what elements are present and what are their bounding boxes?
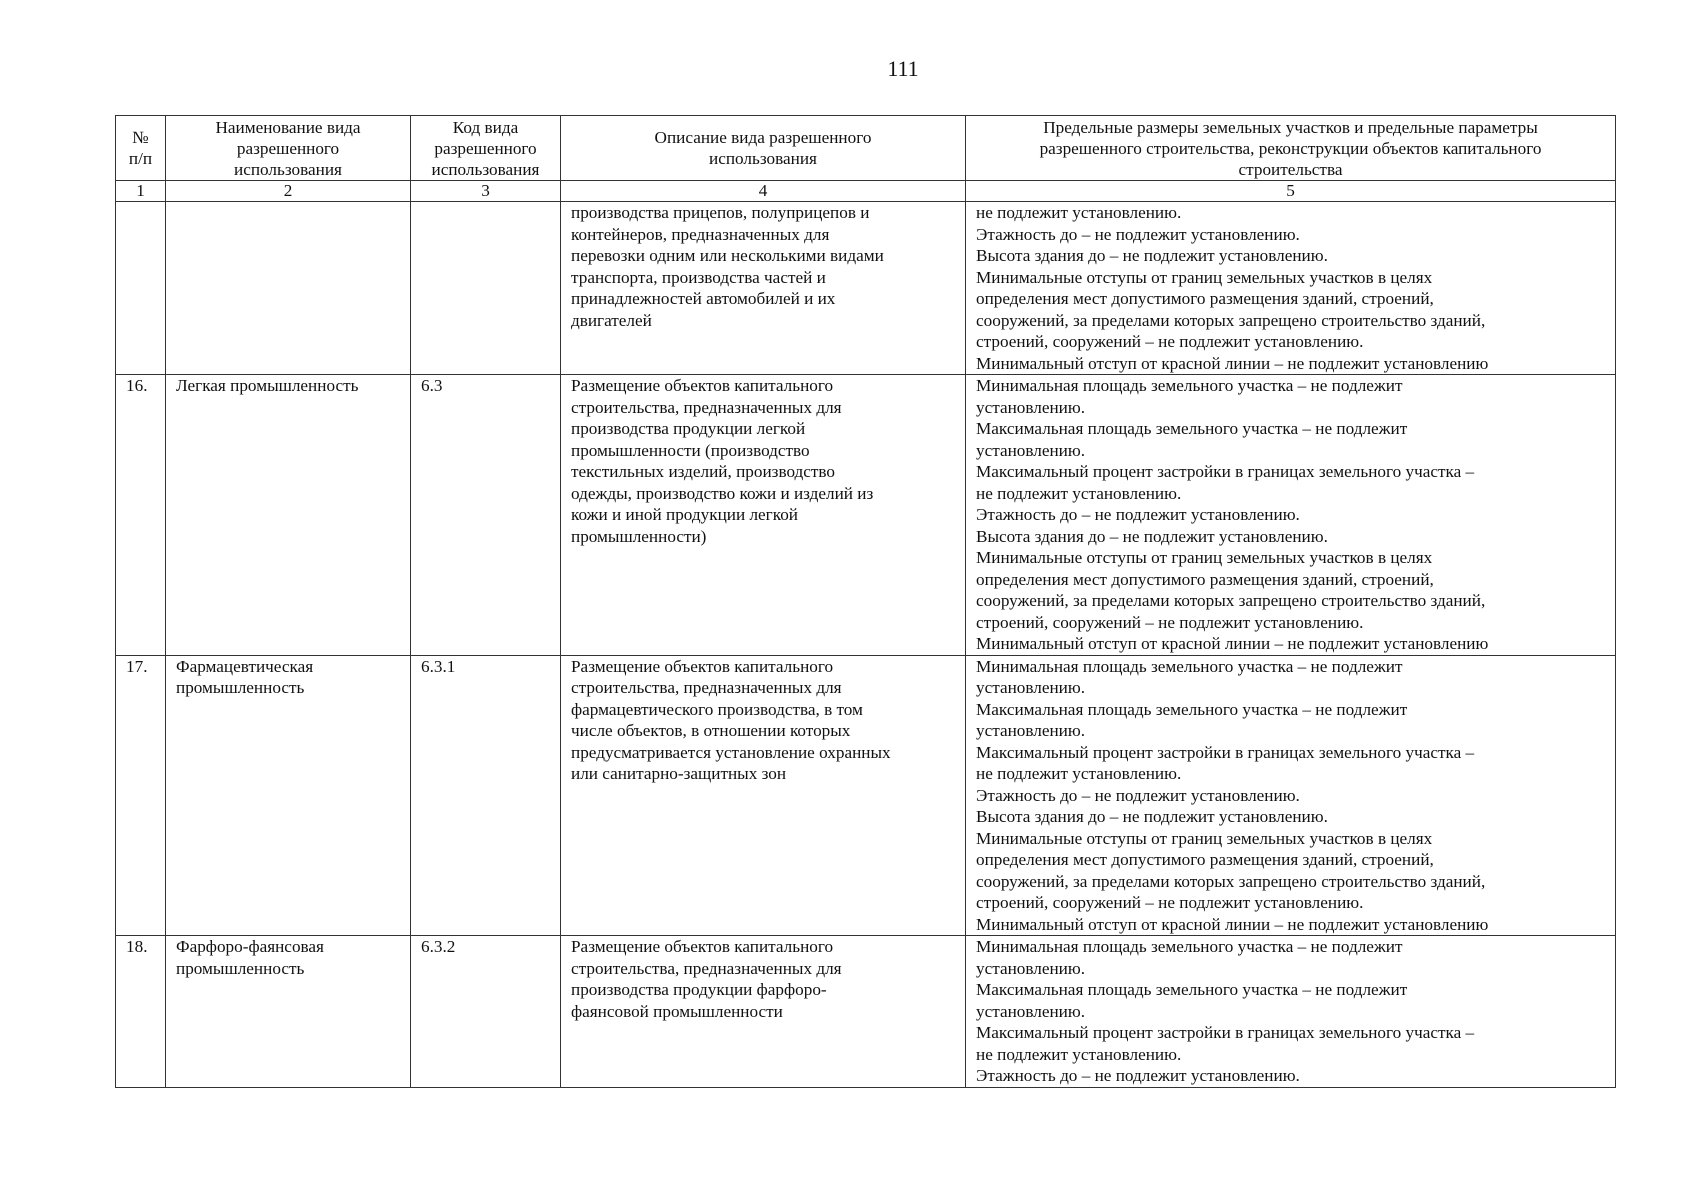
- use-name: Фармацевтическая промышленность: [166, 655, 411, 936]
- use-parameters: Минимальная площадь земельного участка – не подлежит установлению. Максимальная площадь земельного участка – не подлежит установлению. Максимальный процент застройки в границах земельного участка – не подлежит установлению. Этажность до – не подлежит установлению.: [966, 936, 1616, 1088]
- header-number: № п/п: [116, 116, 166, 181]
- use-code: 6.3: [411, 375, 561, 656]
- use-name: Фарфоро-фаянсовая промышленность: [166, 936, 411, 1088]
- column-number: 2: [166, 181, 411, 202]
- use-code: [411, 202, 561, 375]
- column-number: 3: [411, 181, 561, 202]
- use-description: Размещение объектов капитального строительства, предназначенных для производства продукции легкой промышленности (производство текстильных изделий, производство одежды, производство кожи и изделий из кожи и иной продукции легкой промышленности): [561, 375, 966, 656]
- use-description: Размещение объектов капитального строительства, предназначенных для фармацевтического производства, в том числе объектов, в отношении которых предусматривается установление охранных или санитарно-защитных зон: [561, 655, 966, 936]
- row-number: 16.: [116, 375, 166, 656]
- use-name: [166, 202, 411, 375]
- column-number: 1: [116, 181, 166, 202]
- use-parameters: Минимальная площадь земельного участка – не подлежит установлению. Максимальная площадь земельного участка – не подлежит установлению. Максимальный процент застройки в границах земельного участка – не подлежит установлению. Этажность до – не подлежит установлению. Высота здания до – не подлежит установлению. Минимальные отступы от границ земельных участков в целях определения мест допустимого размещения зданий, строений, сооружений, за пределами которых запрещено строительство зданий, строений, сооружений – не подлежит установлению. Минимальный отступ от красной линии – не подлежит установлению: [966, 655, 1616, 936]
- header-parameters: Предельные размеры земельных участков и предельные параметры разрешенного строительства, реконструкции объектов капитального строительства: [966, 116, 1616, 181]
- table-row: [116, 375, 1616, 656]
- land-use-table: [115, 115, 1616, 1088]
- table-row: [116, 202, 1616, 375]
- table-row: [116, 936, 1616, 1088]
- column-number: 4: [561, 181, 966, 202]
- row-number: 18.: [116, 936, 166, 1088]
- header-use-name: Наименование вида разрешенного использования: [166, 116, 411, 181]
- use-description: производства прицепов, полуприцепов и контейнеров, предназначенных для перевозки одним или несколькими видами транспорта, производства частей и принадлежностей автомобилей и их двигателей: [561, 202, 966, 375]
- use-parameters: не подлежит установлению. Этажность до – не подлежит установлению. Высота здания до – не подлежит установлению. Минимальные отступы от границ земельных участков в целях определения мест допустимого размещения зданий, строений, сооружений, за пределами которых запрещено строительство зданий, строений, сооружений – не подлежит установлению. Минимальный отступ от красной линии – не подлежит установлению: [966, 202, 1616, 375]
- row-number: [116, 202, 166, 375]
- table-header-row: [116, 116, 1616, 181]
- row-number: 17.: [116, 655, 166, 936]
- use-description: Размещение объектов капитального строительства, предназначенных для производства продукции фарфоро- фаянсовой промышленности: [561, 936, 966, 1088]
- column-number-row: [116, 181, 1616, 202]
- header-use-code: Код вида разрешенного использования: [411, 116, 561, 181]
- use-name: Легкая промышленность: [166, 375, 411, 656]
- use-parameters: Минимальная площадь земельного участка – не подлежит установлению. Максимальная площадь земельного участка – не подлежит установлению. Максимальный процент застройки в границах земельного участка – не подлежит установлению. Этажность до – не подлежит установлению. Высота здания до – не подлежит установлению. Минимальные отступы от границ земельных участков в целях определения мест допустимого размещения зданий, строений, сооружений, за пределами которых запрещено строительство зданий, строений, сооружений – не подлежит установлению. Минимальный отступ от красной линии – не подлежит установлению: [966, 375, 1616, 656]
- use-code: 6.3.1: [411, 655, 561, 936]
- table-row: [116, 655, 1616, 936]
- header-use-description: Описание вида разрешенного использования: [561, 116, 966, 181]
- use-code: 6.3.2: [411, 936, 561, 1088]
- page-number: 111: [887, 56, 919, 81]
- column-number: 5: [966, 181, 1616, 202]
